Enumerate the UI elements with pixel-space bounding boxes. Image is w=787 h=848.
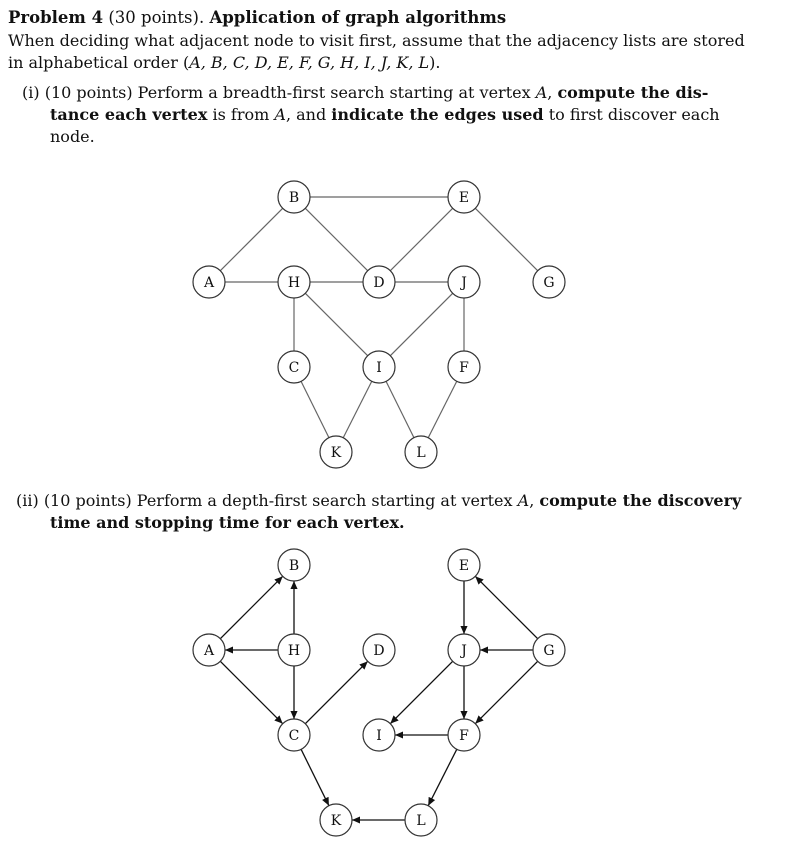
graph2-edge-c-k — [301, 749, 329, 805]
graph2-node-label: A — [203, 643, 215, 659]
graph2-node-label: K — [330, 813, 342, 829]
graph1-node-label: K — [330, 445, 342, 461]
graph1-node-g — [533, 266, 565, 298]
part1-text-c: , and — [285, 105, 327, 124]
graph2-node-a — [193, 634, 225, 666]
graph2-node-label: L — [416, 813, 426, 829]
part1-vertex-2: A — [274, 105, 286, 124]
graph2-node-label: I — [376, 728, 382, 744]
graph1-node-label: I — [376, 360, 382, 376]
part1-text-a: Perform a breadth-first search starting at vertex — [137, 83, 531, 102]
graph2-edge-a-c — [220, 661, 282, 723]
graph2-edge-c-d — [305, 661, 367, 723]
graph1-node-label: J — [461, 275, 467, 291]
graph2-node-e — [448, 549, 480, 581]
graph1-node-c — [278, 351, 310, 383]
graph1-node-label: G — [543, 275, 555, 291]
graph2-edge-g-f — [475, 661, 537, 723]
graph1-node-label: C — [288, 360, 300, 376]
graph1-node-label: E — [458, 190, 470, 206]
part1-bold-c: indicate the edges used — [331, 105, 544, 124]
graph2-node-c — [278, 719, 310, 751]
graph1-node-i — [363, 351, 395, 383]
graph2-edge-a-b — [220, 576, 282, 638]
intro-line-1: When deciding what adjacent node to visit first, assume that the adjacency lists are stored — [8, 31, 745, 50]
graph1-node-f — [448, 351, 480, 383]
graph2-node-f — [448, 719, 480, 751]
graph2-node-g — [533, 634, 565, 666]
graph2-node-i — [363, 719, 395, 751]
graph1-node-k — [320, 436, 352, 468]
graph1-node-label: B — [288, 190, 300, 206]
graph1-node-label: A — [203, 275, 215, 291]
graph1-edge-a-b — [220, 208, 282, 270]
graph1-node-j — [448, 266, 480, 298]
part2-number: (ii) — [16, 491, 39, 510]
graph2-node-j — [448, 634, 480, 666]
graph2-node-label: J — [461, 643, 467, 659]
graph1-edge-h-i — [305, 293, 367, 355]
part1-bold-a: compute the dis- — [557, 83, 709, 102]
graph2-node-label: F — [459, 728, 469, 744]
graph1-node-label: F — [459, 360, 469, 376]
part1-points: (10 points) — [44, 83, 133, 102]
graph2-node-label: C — [288, 728, 300, 744]
intro-vertex-list: A, B, C, D, E, F, G, H, I, J, K, L — [189, 53, 430, 72]
graph1-edge-i-l — [386, 381, 414, 437]
graph2-node-label: D — [373, 643, 385, 659]
graph1-edge-i-k — [343, 381, 372, 437]
graph2-node-label: B — [288, 558, 300, 574]
graph1-edge-c-k — [301, 381, 329, 437]
graph2-edges — [220, 576, 537, 820]
graph2-node-l — [405, 804, 437, 836]
graph1-node-a — [193, 266, 225, 298]
part2-points: (10 points) — [43, 491, 132, 510]
part1-text-d: to first discover each — [548, 105, 720, 124]
graph1-node-h — [278, 266, 310, 298]
graph1-node-label: L — [416, 445, 426, 461]
graph1-nodes — [193, 181, 565, 468]
intro-text: in alphabetical order ( — [8, 53, 190, 72]
intro-end: ). — [429, 53, 441, 72]
problem-topic: Application of graph algorithms — [209, 8, 507, 27]
graph1-edge-e-g — [475, 208, 537, 270]
graph2-nodes — [193, 549, 565, 836]
graph2-node-k — [320, 804, 352, 836]
part2-bold-a: compute the discovery — [539, 491, 742, 510]
part2-text-a: Perform a depth-first search starting at vertex — [136, 491, 513, 510]
graph2-node-label: H — [287, 643, 301, 659]
part2-line-2: time and stopping time for each vertex. — [50, 513, 405, 532]
part1-text-b: is from — [212, 105, 270, 124]
graph1-edges — [220, 197, 537, 438]
graph1-edge-b-d — [305, 208, 367, 270]
graph1-node-b — [278, 181, 310, 213]
graph2-edge-g-e — [475, 576, 537, 638]
graph2-node-label: E — [458, 558, 470, 574]
graph2-edge-j-i — [390, 661, 452, 723]
graph2-node-label: G — [543, 643, 555, 659]
graph1-edge-j-i — [390, 293, 452, 355]
graph1-node-e — [448, 181, 480, 213]
part1-number: (i) — [22, 83, 40, 102]
graph2-edge-f-l — [428, 749, 457, 805]
part1-line-1: (i) (10 points) Perform a breadth-first search starting at vertex A, compute the dis- — [22, 83, 709, 102]
part1-line-3: node. — [50, 127, 95, 146]
part2-vertex: A — [517, 491, 530, 510]
graph1-node-l — [405, 436, 437, 468]
part2-line-1: (ii) (10 points) Perform a depth-first search starting at vertex A, compute the discovery — [16, 491, 742, 510]
part1-bold-b: tance each vertex — [50, 105, 208, 124]
graph1-node-d — [363, 266, 395, 298]
graph1-edge-e-d — [390, 208, 452, 270]
graph1-node-label: D — [373, 275, 385, 291]
problem-points: (30 points). — [108, 8, 205, 27]
graph2-node-d — [363, 634, 395, 666]
graph2-node-h — [278, 634, 310, 666]
part1-vertex: A — [535, 83, 548, 102]
graph2-node-b — [278, 549, 310, 581]
problem-number: Problem 4 — [8, 8, 104, 27]
graph1-edge-f-l — [428, 381, 457, 437]
graph1-node-label: H — [287, 275, 301, 291]
